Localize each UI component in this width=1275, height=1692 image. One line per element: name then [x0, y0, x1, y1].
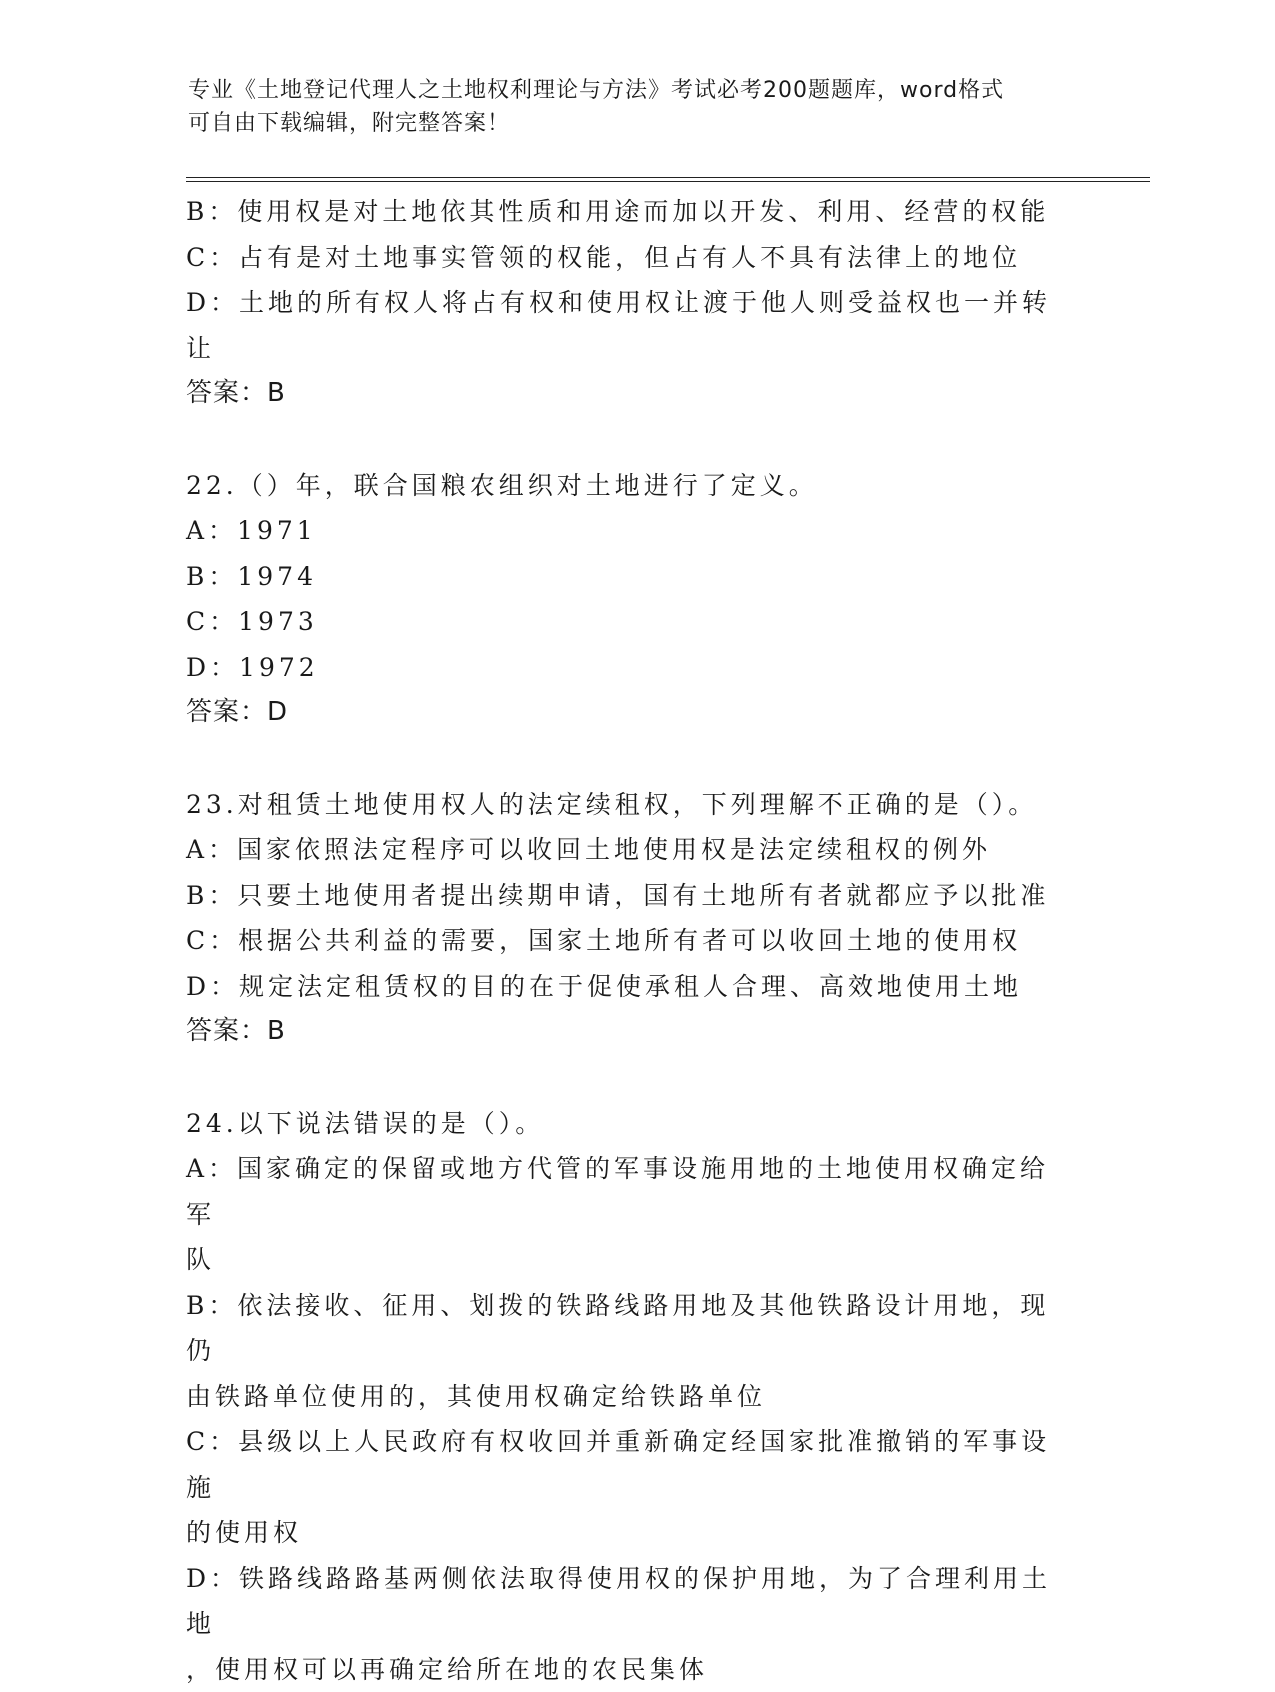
- header-title-line-2: 可自由下载编辑，附完整答案！: [188, 107, 1088, 140]
- q23-question: 23.对租赁土地使用权人的法定续租权，下列理解不正确的是（）。: [186, 782, 1076, 828]
- spacer: [186, 1055, 1076, 1101]
- q24-option-a-line-1: A：国家确定的保留或地方代管的军事设施用地的土地使用权确定给军: [186, 1146, 1076, 1237]
- q24-question: 24.以下说法错误的是（）。: [186, 1101, 1076, 1147]
- q24-option-a-line-2: 队: [186, 1237, 1076, 1283]
- question-22: [186, 463, 1076, 736]
- q22-option-a: A：1971: [186, 508, 1076, 554]
- q24-option-d-line-2: ，使用权可以再确定给所在地的农民集体: [186, 1647, 1076, 1692]
- spacer: [186, 736, 1076, 782]
- q24-option-c-line-1: C：县级以上人民政府有权收回并重新确定经国家批准撤销的军事设施: [186, 1419, 1076, 1510]
- q24-option-c-line-2: 的使用权: [186, 1510, 1076, 1556]
- document-body: [186, 189, 1076, 1692]
- q22-option-d: D：1972: [186, 645, 1076, 691]
- header-divider: [186, 177, 1150, 182]
- q23-option-c: C：根据公共利益的需要，国家土地所有者可以收回土地的使用权: [186, 918, 1076, 964]
- question-24: [186, 1101, 1076, 1692]
- q21-option-c: C：占有是对土地事实管领的权能，但占有人不具有法律上的地位: [186, 235, 1076, 281]
- q21-option-d: D：土地的所有权人将占有权和使用权让渡于他人则受益权也一并转让: [186, 280, 1076, 371]
- q22-question: 22.（）年，联合国粮农组织对土地进行了定义。: [186, 463, 1076, 509]
- q23-option-b: B：只要土地使用者提出续期申请，国有土地所有者就都应予以批准: [186, 873, 1076, 919]
- document-header: [188, 74, 1088, 140]
- q21-answer: 答案：B: [186, 371, 1076, 417]
- question-23: [186, 782, 1076, 1055]
- q22-option-b: B：1974: [186, 554, 1076, 600]
- q24-option-d-line-1: D：铁路线路路基两侧依法取得使用权的保护用地，为了合理利用土地: [186, 1556, 1076, 1647]
- q24-option-b-line-1: B：依法接收、征用、划拨的铁路线路用地及其他铁路设计用地，现仍: [186, 1283, 1076, 1374]
- q24-option-b-line-2: 由铁路单位使用的，其使用权确定给铁路单位: [186, 1374, 1076, 1420]
- header-title-line-1: 专业《土地登记代理人之土地权利理论与方法》考试必考200题题库，word格式: [188, 74, 1088, 107]
- q23-answer: 答案：B: [186, 1009, 1076, 1055]
- q23-option-a: A：国家依照法定程序可以收回土地使用权是法定续租权的例外: [186, 827, 1076, 873]
- q22-answer: 答案：D: [186, 690, 1076, 736]
- q21-option-b: B：使用权是对土地依其性质和用途而加以开发、利用、经营的权能: [186, 189, 1076, 235]
- spacer: [186, 417, 1076, 463]
- question-21-tail: [186, 189, 1076, 417]
- q22-option-c: C：1973: [186, 599, 1076, 645]
- q23-option-d: D：规定法定租赁权的目的在于促使承租人合理、高效地使用土地: [186, 964, 1076, 1010]
